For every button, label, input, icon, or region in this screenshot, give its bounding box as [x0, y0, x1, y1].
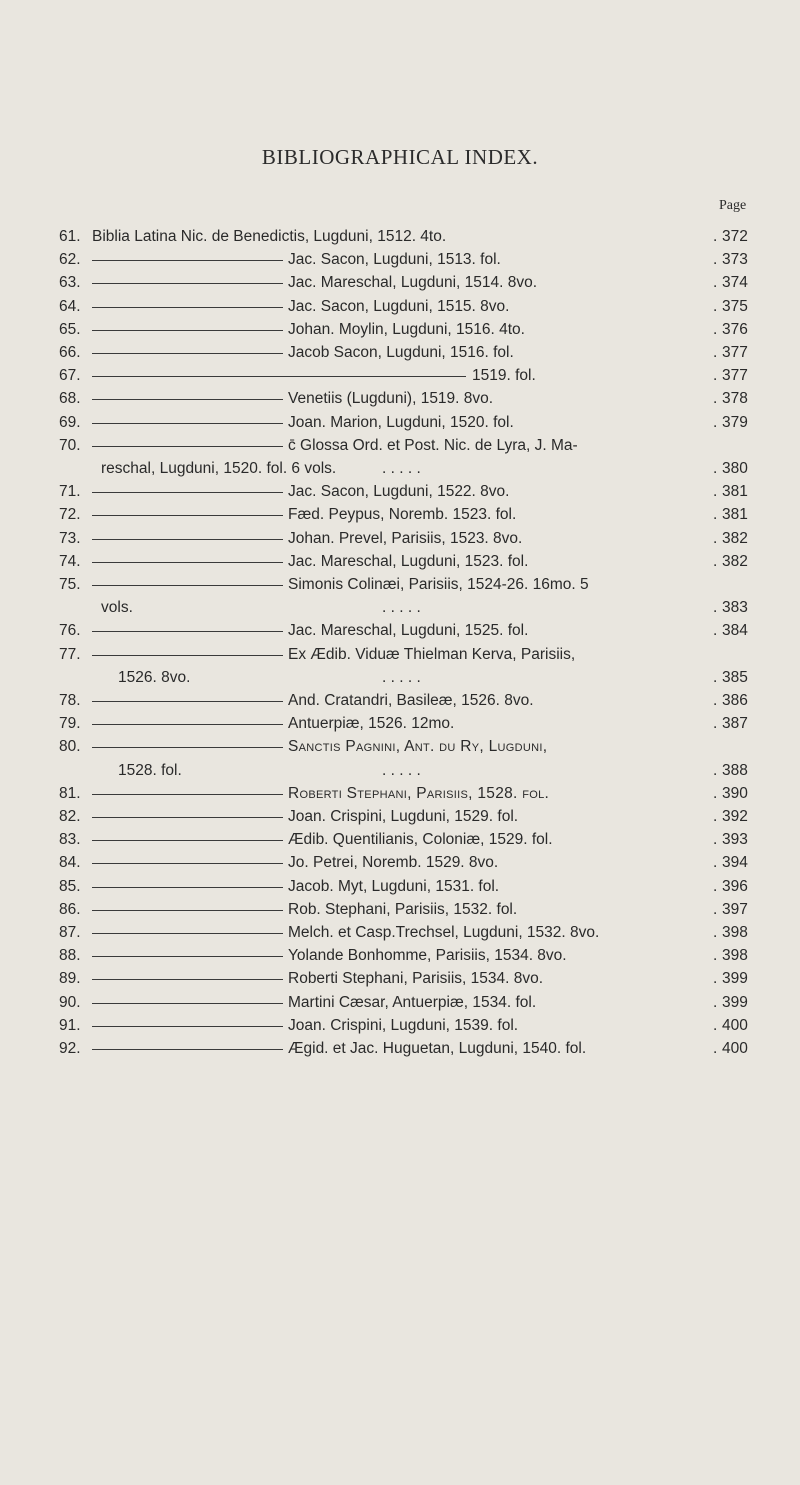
entry-number: 63.	[59, 274, 81, 292]
entry-page-number: 387	[722, 715, 748, 733]
dot-leader: . . . . .	[382, 460, 421, 477]
entry-title: Jac. Mareschal, Lugduni, 1523. fol.	[288, 552, 529, 570]
ditto-rule	[92, 1003, 283, 1004]
index-entry-continuation	[0, 665, 800, 691]
leader-dot: .	[713, 367, 718, 385]
entry-number: 66.	[59, 344, 81, 361]
index-entry	[0, 688, 800, 714]
entry-title: Jac. Sacon, Lugduni, 1513. fol.	[288, 251, 501, 269]
index-entry	[0, 1036, 800, 1062]
ditto-rule	[92, 631, 283, 632]
entry-number: 88.	[59, 947, 81, 965]
index-entry	[0, 410, 800, 436]
entry-number: 77.	[59, 645, 81, 663]
ditto-rule	[92, 376, 466, 377]
entry-page-number: 399	[722, 970, 748, 988]
index-entry	[0, 549, 800, 575]
index-entry	[0, 943, 800, 969]
entry-number: 85.	[59, 877, 81, 895]
entry-page-number: 396	[722, 877, 748, 895]
entry-number: 61.	[59, 228, 81, 245]
entry-page-number: 382	[722, 552, 748, 570]
index-entry	[0, 572, 800, 598]
leader-dot: .	[713, 970, 718, 988]
ditto-rule	[92, 307, 283, 308]
index-entry	[0, 386, 800, 412]
leader-dot: .	[713, 1040, 718, 1057]
leader-dot: .	[713, 297, 718, 315]
entry-title: Joan. Crispini, Lugduni, 1529. fol.	[288, 808, 519, 825]
ditto-rule	[92, 260, 283, 261]
entry-title: Johan. Prevel, Parisiis, 1523. 8vo.	[288, 529, 523, 547]
entry-title: And. Cratandri, Basileæ, 1526. 8vo.	[288, 692, 534, 709]
ditto-rule	[92, 887, 283, 888]
entry-number: 75.	[59, 576, 81, 593]
entry-number: 84.	[59, 854, 81, 872]
entry-page-number: 385	[722, 668, 748, 686]
index-entry	[0, 711, 800, 737]
leader-dot: .	[713, 529, 718, 547]
entry-number: 74.	[59, 552, 81, 570]
entry-page-number: 386	[722, 692, 748, 709]
entry-page-number: 383	[722, 599, 748, 617]
entry-page-number: 375	[722, 297, 748, 315]
leader-dot: .	[713, 947, 718, 965]
ditto-rule	[92, 399, 283, 400]
entry-page-number: 400	[722, 1016, 748, 1034]
index-entry	[0, 270, 800, 296]
entry-title: Fæd. Peypus, Noremb. 1523. fol.	[288, 506, 517, 524]
entry-title: Jac. Sacon, Lugduni, 1522. 8vo.	[288, 483, 510, 501]
entry-page-number: 381	[722, 483, 748, 501]
ditto-rule	[92, 724, 283, 725]
entry-page-number: 392	[722, 808, 748, 825]
entry-number: 89.	[59, 970, 81, 988]
leader-dot: .	[713, 877, 718, 895]
index-entry	[0, 850, 800, 876]
entry-title: Joan. Marion, Lugduni, 1520. fol.	[288, 413, 514, 431]
ditto-rule	[92, 1049, 283, 1050]
ditto-rule	[92, 539, 283, 540]
entry-number: 82.	[59, 808, 81, 825]
leader-dot: .	[713, 924, 718, 941]
entry-number: 81.	[59, 784, 81, 802]
entry-number: 65.	[59, 320, 81, 338]
entry-number: 91.	[59, 1016, 81, 1034]
entry-number: 70.	[59, 436, 81, 454]
ditto-rule	[92, 840, 283, 841]
leader-dot: .	[713, 274, 718, 292]
leader-dot: .	[713, 854, 718, 872]
entry-number: 67.	[59, 367, 81, 385]
entry-number: 90.	[59, 993, 81, 1011]
leader-dot: .	[713, 761, 718, 779]
entry-title: Venetiis (Lugduni), 1519. 8vo.	[288, 390, 494, 408]
index-entry	[0, 363, 800, 389]
ditto-rule	[92, 747, 283, 748]
leader-dot: .	[713, 692, 718, 709]
entry-title: Melch. et Casp.Trechsel, Lugduni, 1532. 8vo.	[288, 924, 600, 941]
entry-title: Jac. Sacon, Lugduni, 1515. 8vo.	[288, 297, 510, 315]
index-entry	[0, 966, 800, 992]
leader-dot: .	[713, 552, 718, 570]
index-entry-continuation	[0, 595, 800, 621]
index-entry	[0, 433, 800, 459]
leader-dot: .	[713, 460, 718, 477]
leader-dot: .	[713, 413, 718, 431]
leader-dot: .	[713, 506, 718, 524]
ditto-rule	[92, 446, 283, 447]
entry-page-number: 380	[722, 460, 748, 477]
entry-page-number: 381	[722, 506, 748, 524]
entry-page-number: 377	[722, 344, 748, 361]
entry-page-number: 400	[722, 1040, 748, 1057]
ditto-rule	[92, 910, 283, 911]
entry-page-number: 390	[722, 784, 748, 802]
entry-title-continued: 1528. fol.	[118, 761, 182, 779]
entry-number: 87.	[59, 924, 81, 941]
dot-leader: . . . . .	[382, 761, 421, 779]
page-title: BIBLIOGRAPHICAL INDEX.	[261, 145, 539, 169]
index-entry	[0, 317, 800, 343]
index-entry	[0, 247, 800, 273]
entry-page-number: 373	[722, 251, 748, 269]
ditto-rule	[92, 701, 283, 702]
entry-title: Ægid. et Jac. Huguetan, Lugduni, 1540. fol.	[288, 1040, 587, 1057]
entry-number: 86.	[59, 900, 81, 918]
index-entry	[0, 827, 800, 853]
leader-dot: .	[713, 668, 718, 686]
index-entry	[0, 804, 800, 830]
entry-page-number: 398	[722, 924, 748, 941]
ditto-rule	[92, 515, 283, 516]
entry-title: Joan. Crispini, Lugduni, 1539. fol.	[288, 1016, 519, 1034]
leader-dot: .	[713, 390, 718, 408]
entry-title: Biblia Latina Nic. de Benedictis, Lugduni, 1512. 4to.	[92, 228, 447, 245]
entry-page-number: 399	[722, 993, 748, 1011]
leader-dot: .	[713, 622, 718, 640]
index-entry	[0, 874, 800, 900]
entry-number: 92.	[59, 1040, 81, 1057]
entry-number: 79.	[59, 715, 81, 733]
entry-page-number: 376	[722, 320, 748, 338]
entry-title: 1519. fol.	[472, 367, 536, 385]
leader-dot: .	[713, 900, 718, 918]
entry-title: Ædib. Quentilianis, Coloniæ, 1529. fol.	[288, 831, 553, 849]
leader-dot: .	[713, 483, 718, 501]
leader-dot: .	[713, 320, 718, 338]
entry-number: 78.	[59, 692, 81, 709]
leader-dot: .	[713, 599, 718, 617]
entry-number: 68.	[59, 390, 81, 408]
index-entry	[0, 294, 800, 320]
entry-page-number: 393	[722, 831, 748, 849]
index-entry	[0, 479, 800, 505]
leader-dot: .	[713, 715, 718, 733]
ditto-rule	[92, 492, 283, 493]
leader-dot: .	[713, 251, 718, 269]
entry-page-number: 374	[722, 274, 748, 292]
ditto-rule	[92, 423, 283, 424]
ditto-rule	[92, 585, 283, 586]
entry-title: Jacob. Myt, Lugduni, 1531. fol.	[288, 877, 500, 895]
entry-number: 72.	[59, 506, 81, 524]
leader-dot: .	[713, 831, 718, 849]
leader-dot: .	[713, 1016, 718, 1034]
ditto-rule	[92, 817, 283, 818]
ditto-rule	[92, 933, 283, 934]
entry-page-number: 397	[722, 900, 748, 918]
entry-number: 76.	[59, 622, 81, 640]
ditto-rule	[92, 330, 283, 331]
entry-page-number: 384	[722, 622, 748, 640]
ditto-rule	[92, 283, 283, 284]
entry-title: Ex Ædib. Viduæ Thielman Kerva, Parisiis,	[288, 645, 576, 663]
entry-title: Jac. Mareschal, Lugduni, 1525. fol.	[288, 622, 529, 640]
index-entry	[0, 897, 800, 923]
index-entry-continuation	[0, 758, 800, 784]
entry-title: Jac. Mareschal, Lugduni, 1514. 8vo.	[288, 274, 538, 292]
entry-page-number: 398	[722, 947, 748, 965]
entry-title-continued: 1526. 8vo.	[118, 668, 191, 686]
leader-dot: .	[713, 808, 718, 825]
leader-dot: .	[713, 784, 718, 802]
entry-title: Jo. Petrei, Noremb. 1529. 8vo.	[288, 854, 499, 872]
index-entry	[0, 990, 800, 1016]
entry-page-number: 394	[722, 854, 748, 872]
entry-page-number: 377	[722, 367, 748, 385]
ditto-rule	[92, 979, 283, 980]
entry-number: 62.	[59, 251, 81, 269]
entry-page-number: 379	[722, 413, 748, 431]
entry-number: 71.	[59, 483, 81, 501]
entry-title: Rob. Stephani, Parisiis, 1532. fol.	[288, 900, 518, 918]
entry-title: Roberti Stephani, Parisiis, 1534. 8vo.	[288, 970, 544, 988]
dot-leader: . . . . .	[382, 668, 421, 686]
ditto-rule	[92, 794, 283, 795]
leader-dot: .	[713, 228, 718, 245]
index-entry	[0, 526, 800, 552]
entry-page-number: 388	[722, 761, 748, 779]
entry-title: Simonis Colinæi, Parisiis, 1524-26. 16mo. 5	[288, 576, 589, 593]
ditto-rule	[92, 1026, 283, 1027]
index-entry-continuation	[0, 456, 800, 482]
index-entry	[0, 1013, 800, 1039]
entry-title: Jacob Sacon, Lugduni, 1516. fol.	[288, 344, 514, 361]
index-entry	[0, 642, 800, 668]
index-entry	[0, 781, 800, 807]
ditto-rule	[92, 956, 283, 957]
index-entry	[0, 224, 800, 250]
entry-title-continued: vols.	[101, 599, 133, 617]
entry-page-number: 382	[722, 529, 748, 547]
entry-number: 64.	[59, 297, 81, 315]
entry-number: 73.	[59, 529, 81, 547]
entry-title: c̄ Glossa Ord. et Post. Nic. de Lyra, J. Ma-	[288, 436, 578, 454]
entry-title-continued: reschal, Lugduni, 1520. fol. 6 vols.	[101, 460, 337, 477]
index-entry	[0, 502, 800, 528]
index-entry	[0, 920, 800, 946]
ditto-rule	[92, 863, 283, 864]
index-entry	[0, 340, 800, 366]
entry-number: 69.	[59, 413, 81, 431]
page-column-heading: Page	[719, 198, 747, 213]
ditto-rule	[92, 353, 283, 354]
dot-leader: . . . . .	[382, 599, 421, 617]
index-entry	[0, 734, 800, 760]
entry-page-number: 378	[722, 390, 748, 408]
entry-title: Johan. Moylin, Lugduni, 1516. 4to.	[288, 320, 525, 338]
entry-page-number: 372	[722, 228, 748, 245]
entry-title: Antuerpiæ, 1526. 12mo.	[288, 715, 455, 733]
entry-title: Yolande Bonhomme, Parisiis, 1534. 8vo.	[288, 947, 567, 965]
ditto-rule	[92, 655, 283, 656]
entry-title: Martini Cæsar, Antuerpiæ, 1534. fol.	[288, 993, 537, 1011]
entry-title: Roberti Stephani, Parisiis, 1528. fol.	[288, 784, 550, 802]
leader-dot: .	[713, 993, 718, 1011]
ditto-rule	[92, 562, 283, 563]
entry-title: Sanctis Pagnini, Ant. du Ry, Lugduni,	[288, 738, 548, 756]
entry-number: 80.	[59, 738, 81, 756]
index-entry	[0, 618, 800, 644]
leader-dot: .	[713, 344, 718, 361]
entry-number: 83.	[59, 831, 81, 849]
